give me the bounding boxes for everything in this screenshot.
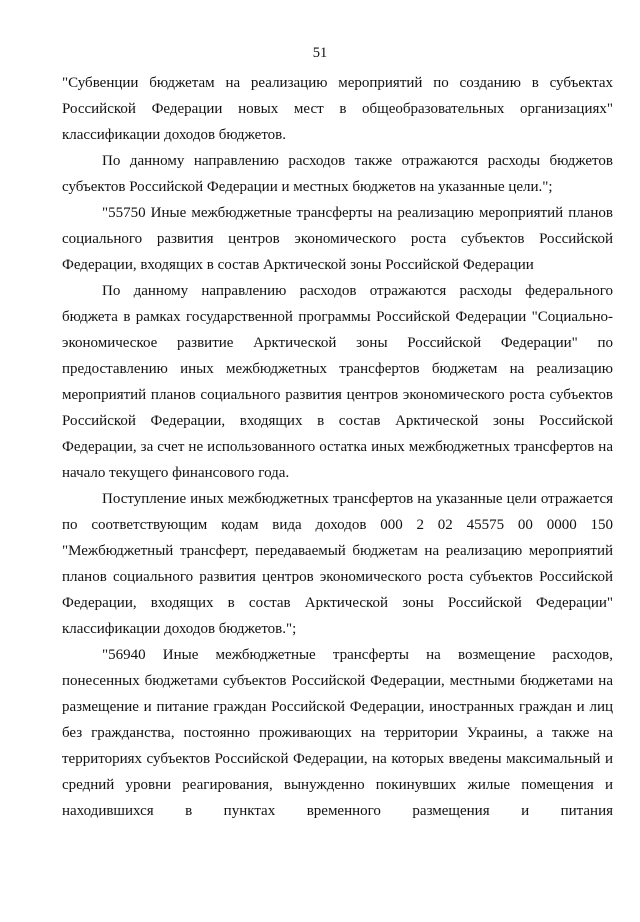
paragraph-expense-reflection: По данному направлению расходов также отражаются расходы бюджетов субъектов Российской Федерации и местных бюджетов на указанные цели."; [62,153,613,195]
paragraph-federal-budget-expenses: По данному направлению расходов отражаются расходы федерального бюджета в рамках государственной программы Российской Федерации "Социально-экономическое развитие Арктической зоны Российской Федерации" по предоставлению иных межбюджетных трансфертов бюджетам на реализацию мероприятий планов социального развития центров экономического роста субъектов Российской Федерации, входящих в состав Арктической зоны Российской Федерации, за счет не использованного остатка иных межбюджетных трансфертов на начало текущего финансового года. [62,283,613,481]
page-number: 51 [312,45,328,61]
paragraph-code-55750: "55750 Иные межбюджетные трансферты на реализацию мероприятий планов социального развития центров экономического роста субъектов Российской Федерации, входящих в состав Арктической зоны Российской Федерации [62,205,613,273]
paragraph-subvention-classification: "Субвенции бюджетам на реализацию мероприятий по созданию в субъектах Российской Федерации новых мест в общеобразовательных организациях" классификации доходов бюджетов. [62,75,613,143]
paragraph-transfer-receipts: Поступление иных межбюджетных трансфертов на указанные цели отражается по соответствующим кодам вида доходов 000 2 02 45575 00 0000 150 "Межбюджетный трансферт, передаваемый бюджетам на реализацию мероприятий планов социального развития центров экономического роста субъектов Российской Федерации, входящих в состав Арктической зоны Российской Федерации" классификации доходов бюджетов."; [62,491,613,637]
document-body [62,70,613,824]
paragraph-code-56940: "56940 Иные межбюджетные трансферты на возмещение расходов, понесенных бюджетами субъектов Российской Федерации, местными бюджетами на размещение и питание граждан Российской Федерации, иностранных граждан и лиц без гражданства, постоянно проживающих на территории Украины, а также на территориях субъектов Российской Федерации, на которых введены максимальный и средний уровни реагирования, вынужденно покинувших жилые помещения и находившихся в пунктах временного размещения и питания [62,647,613,819]
